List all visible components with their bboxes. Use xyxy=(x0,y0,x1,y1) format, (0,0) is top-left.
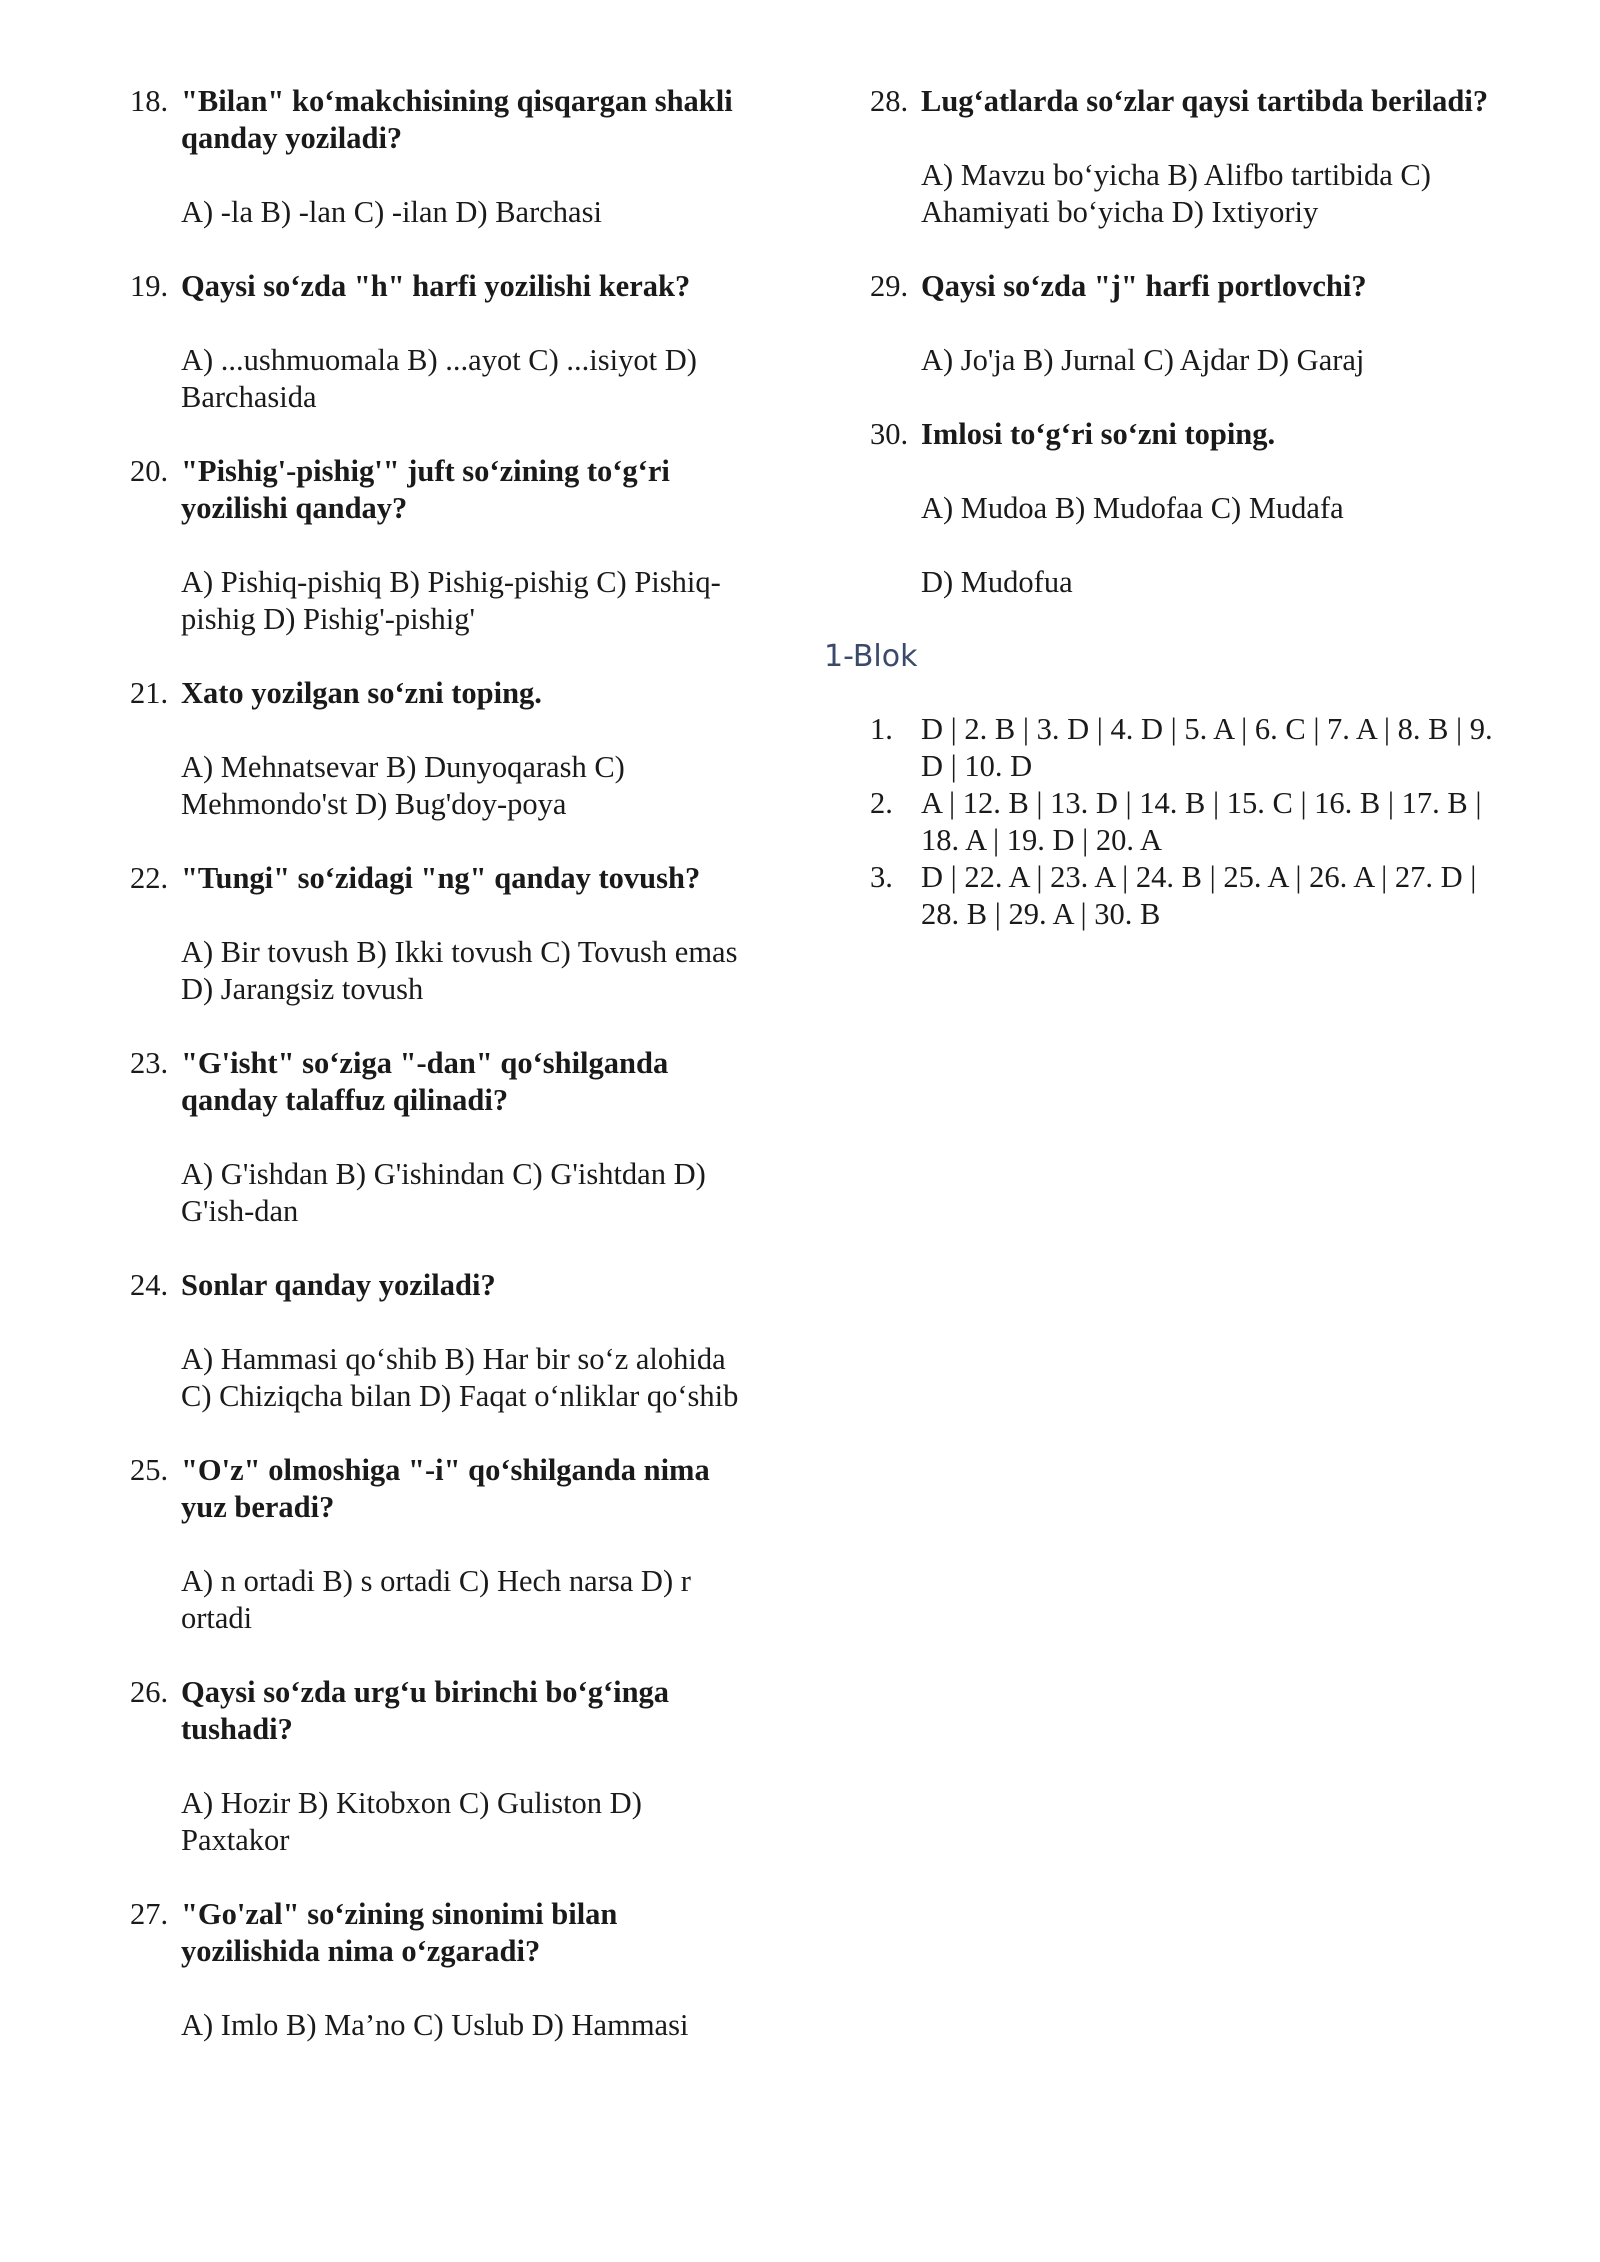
answer-key-text: D | 22. A | 23. A | 24. B | 25. A | 26. A | 27. D | 28. B | 29. A | 30. B xyxy=(921,860,1477,931)
question-number: 26. xyxy=(130,1675,169,1709)
question-text: Sonlar qanday yoziladi? xyxy=(181,1268,496,1302)
question-text: Lug‘atlarda so‘zlar qaysi tartibda beriladi? xyxy=(921,84,1489,118)
question-text: "Pishig'-pishig'" juft so‘zining to‘g‘ri yozilishi qanday? xyxy=(181,454,670,525)
question-number: 18. xyxy=(130,84,169,118)
question-18 xyxy=(130,83,750,231)
question-number: 30. xyxy=(870,417,909,451)
question-text: "Bilan" ko‘makchisining qisqargan shakli qanday yoziladi? xyxy=(181,84,733,155)
question-options: A) Mavzu bo‘yicha B) Alifbo tartibida C) Ahamiyati bo‘yicha D) Ixtiyoriy xyxy=(921,158,1431,229)
question-options: A) G'ishdan B) G'ishindan C) G'ishtdan D) G'ish-dan xyxy=(181,1157,706,1228)
question-25 xyxy=(130,1452,750,1637)
question-text: "G'isht" so‘ziga "-dan" qo‘shilganda qanday talaffuz qilinadi? xyxy=(181,1046,669,1117)
answer-key-number: 1. xyxy=(870,712,893,746)
question-number: 23. xyxy=(130,1046,169,1080)
question-options: A) Mehnatsevar B) Dunyoqarash C) Mehmondo'st D) Bug'doy-poya xyxy=(181,750,625,821)
answer-key-text: A | 12. B | 13. D | 14. B | 15. C | 16. B | 17. B | 18. A | 19. D | 20. A xyxy=(921,786,1482,857)
question-27 xyxy=(130,1896,750,2044)
question-options: A) Pishiq-pishiq B) Pishig-pishig C) Pishiq-pishig D) Pishig'-pishig' xyxy=(181,565,721,636)
question-number: 25. xyxy=(130,1453,169,1487)
question-text: Qaysi so‘zda "j" harfi portlovchi? xyxy=(921,269,1367,303)
question-22 xyxy=(130,860,750,1008)
question-23 xyxy=(130,1045,750,1230)
question-19 xyxy=(130,268,750,416)
question-number: 21. xyxy=(130,676,169,710)
question-26 xyxy=(130,1674,750,1859)
question-number: 20. xyxy=(130,454,169,488)
question-text: "Go'zal" so‘zining sinonimi bilan yozilishida nima o‘zgaradi? xyxy=(181,1897,618,1968)
question-28 xyxy=(870,83,1500,231)
question-30 xyxy=(870,416,1500,601)
question-number: 22. xyxy=(130,861,169,895)
question-21 xyxy=(130,675,750,823)
question-text: Qaysi so‘zda urg‘u birinchi bo‘g‘inga tushadi? xyxy=(181,1675,670,1746)
question-text: "Tungi" so‘zidagi "ng" qanday tovush? xyxy=(181,861,701,895)
question-text: Imlosi to‘g‘ri so‘zni toping. xyxy=(921,417,1276,451)
question-29 xyxy=(870,268,1500,379)
answer-key-number: 3. xyxy=(870,860,893,894)
question-number: 19. xyxy=(130,269,169,303)
question-options: A) Mudoa B) Mudofaa C) Mudafa xyxy=(921,491,1344,525)
left-column xyxy=(130,83,750,2081)
question-number: 29. xyxy=(870,269,909,303)
question-options: A) n ortadi B) s ortadi C) Hech narsa D) r ortadi xyxy=(181,1564,691,1635)
answer-key-heading: 1-Blok xyxy=(824,639,918,674)
question-text: Qaysi so‘zda "h" harfi yozilishi kerak? xyxy=(181,269,691,303)
question-text: Xato yozilgan so‘zni toping. xyxy=(181,676,542,710)
question-options: A) Jo'ja B) Jurnal C) Ajdar D) Garaj xyxy=(921,343,1365,377)
answer-key-item xyxy=(870,785,1500,859)
question-options: A) -la B) -lan C) -ilan D) Barchasi xyxy=(181,195,602,229)
answer-key-text: D | 2. B | 3. D | 4. D | 5. A | 6. C | 7. A | 8. B | 9. D | 10. D xyxy=(921,712,1493,783)
question-options-continued: D) Mudofua xyxy=(921,565,1073,599)
answer-key-item xyxy=(870,711,1500,785)
question-options: A) ...ushmuomala B) ...ayot C) ...isiyot D) Barchasida xyxy=(181,343,697,414)
question-options: A) Bir tovush B) Ikki tovush C) Tovush emas D) Jarangsiz tovush xyxy=(181,935,738,1006)
answer-key-number: 2. xyxy=(870,786,893,820)
question-20 xyxy=(130,453,750,638)
question-24 xyxy=(130,1267,750,1415)
answer-key-list xyxy=(870,711,1500,933)
question-number: 28. xyxy=(870,84,909,118)
question-number: 27. xyxy=(130,1897,169,1931)
right-column xyxy=(824,83,1500,933)
question-number: 24. xyxy=(130,1268,169,1302)
question-text: "O'z" olmoshiga "-i" qo‘shilganda nima yuz beradi? xyxy=(181,1453,710,1524)
answer-key-item xyxy=(870,859,1500,933)
question-options: A) Imlo B) Ma’no C) Uslub D) Hammasi xyxy=(181,2008,689,2042)
question-options: A) Hozir B) Kitobxon C) Guliston D) Paxtakor xyxy=(181,1786,642,1857)
question-options: A) Hammasi qo‘shib B) Har bir so‘z alohida C) Chiziqcha bilan D) Faqat o‘nliklar qo‘shib xyxy=(181,1342,739,1413)
